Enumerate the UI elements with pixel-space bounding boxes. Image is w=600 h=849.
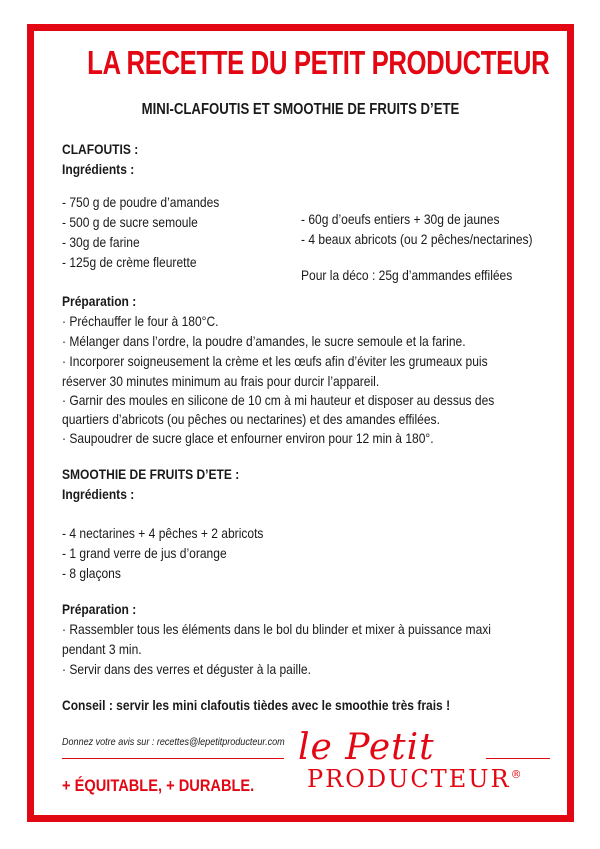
ingredient-item: - 4 beaux abricots (ou 2 pêches/nectarines) xyxy=(301,231,533,247)
clafoutis-ingredients-label: Ingrédients : xyxy=(62,161,135,177)
smoothie-preparation-label: Préparation : xyxy=(62,601,137,617)
recipe-subtitle: MINI-CLAFOUTIS ET SMOOTHIE DE FRUITS D’ETE xyxy=(141,101,460,118)
preparation-step: · Garnir des moules en silicone de 10 cm à mi hauteur et disposer au dessus des xyxy=(62,392,495,408)
advice-note: Conseil : servir les mini clafoutis tièdes avec le smoothie très frais ! xyxy=(62,697,451,713)
feedback-note: Donnez votre avis sur : recettes@lepetitproducteur.com xyxy=(62,736,285,748)
ingredient-item: - 8 glaçons xyxy=(62,565,121,581)
page-title: LA RECETTE DU PETIT PRODUCTEUR xyxy=(87,44,550,81)
ingredient-item: - 750 g de poudre d’amandes xyxy=(62,194,220,210)
smoothie-ingredients-label: Ingrédients : xyxy=(62,486,135,502)
ingredient-item: - 4 nectarines + 4 pêches + 2 abricots xyxy=(62,525,264,541)
preparation-step: · Incorporer soigneusement la crème et les œufs afin d’éviter les grumeaux puis xyxy=(62,353,488,369)
deco-note: Pour la déco : 25g d’ammandes effilées xyxy=(301,267,513,283)
brand-slogan: + ÉQUITABLE, + DURABLE. xyxy=(62,776,255,795)
footer-divider-left xyxy=(62,758,284,759)
preparation-step: · Rassembler tous les éléments dans le bol du blinder et mixer à puissance maxi xyxy=(62,621,491,637)
preparation-step: réserver 30 minutes minimum au frais pour durcir l’appareil. xyxy=(62,373,380,389)
brand-logo-wordmark xyxy=(307,765,522,793)
preparation-step: · Mélanger dans l’ordre, la poudre d’amandes, le sucre semoule et la farine. xyxy=(62,333,466,349)
footer-divider-right xyxy=(486,758,550,759)
preparation-step: pendant 3 min. xyxy=(62,641,142,657)
preparation-step: · Servir dans des verres et déguster à la paille. xyxy=(62,661,311,677)
registered-mark: ® xyxy=(510,768,522,781)
brand-logo-word: PRODUCTEUR xyxy=(307,765,511,793)
clafoutis-heading: CLAFOUTIS : xyxy=(62,141,139,157)
brand-logo-script: le Petit xyxy=(298,727,435,768)
smoothie-heading: SMOOTHIE DE FRUITS D’ETE : xyxy=(62,466,240,482)
ingredient-item: - 500 g de sucre semoule xyxy=(62,214,198,230)
preparation-step: · Saupoudrer de sucre glace et enfourner environ pour 12 min à 180°. xyxy=(62,430,434,446)
ingredient-item: - 30g de farine xyxy=(62,234,140,250)
preparation-step: · Préchauffer le four à 180°C. xyxy=(62,313,219,329)
preparation-step: quartiers d’abricots (ou pêches ou nectarines) et des amandes effilées. xyxy=(62,411,440,427)
ingredient-item: - 60g d’oeufs entiers + 30g de jaunes xyxy=(301,211,500,227)
clafoutis-preparation-label: Préparation : xyxy=(62,293,137,309)
ingredient-item: - 125g de crème fleurette xyxy=(62,254,197,270)
ingredient-item: - 1 grand verre de jus d’orange xyxy=(62,545,227,561)
